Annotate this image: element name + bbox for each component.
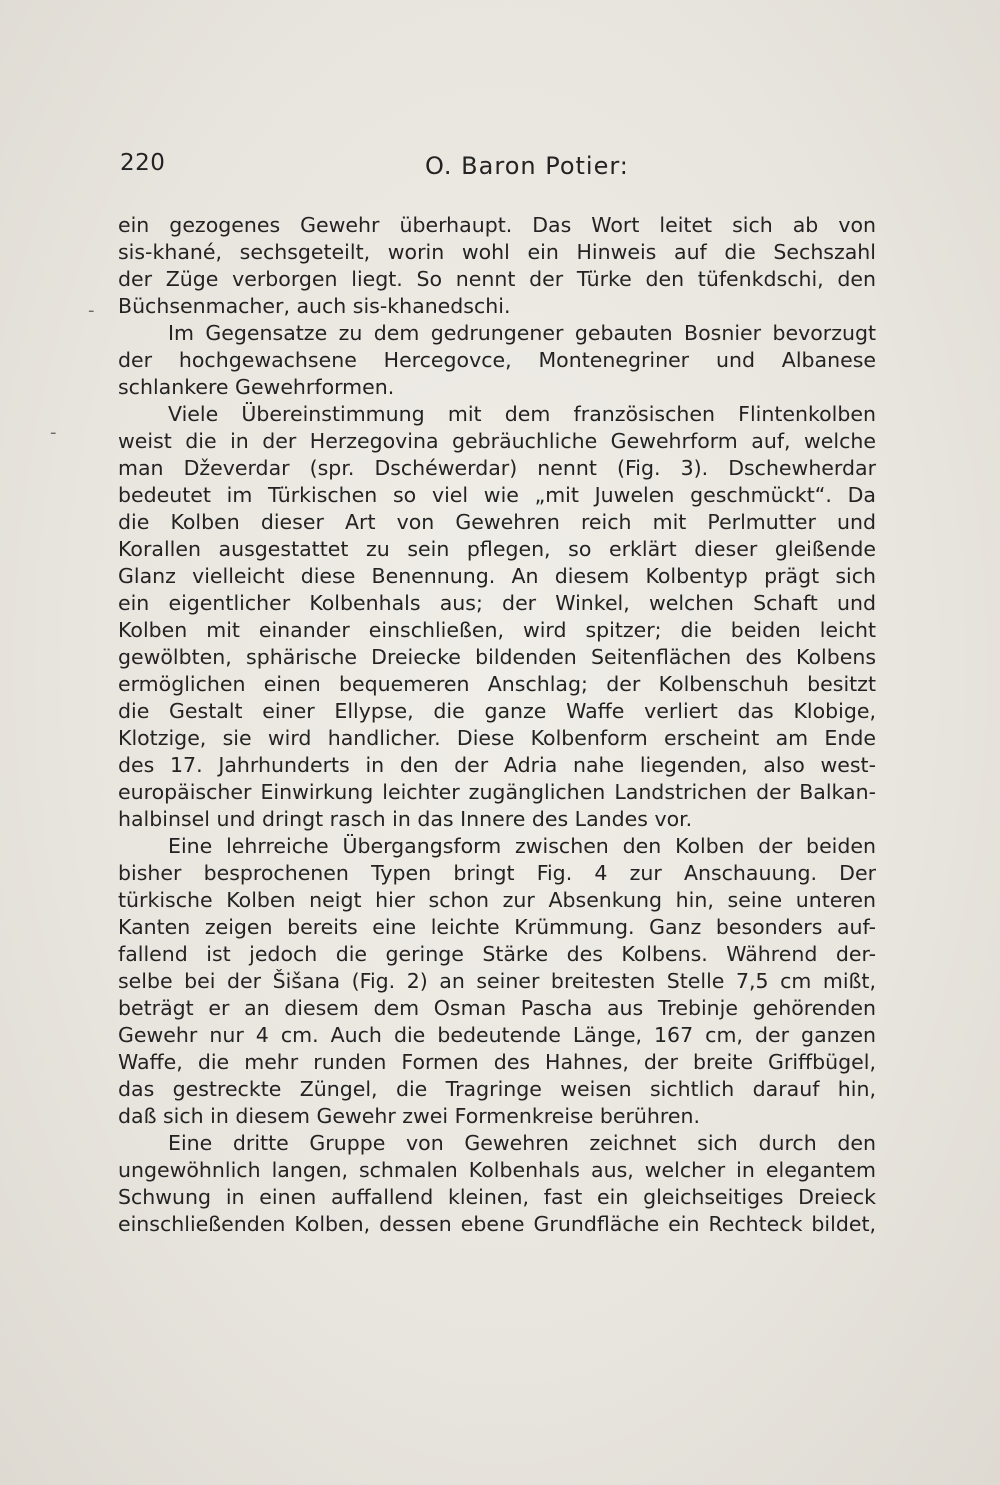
- text-line: selbe bei der Šišana (Fig. 2) an seiner breitesten Stelle 7,5 cm mißt,: [118, 969, 876, 993]
- text-line: der hochgewachsene Hercegovce, Montenegriner und Albanese: [118, 348, 876, 372]
- text-line: die Gestalt einer Ellypse, die ganze Waffe verliert das Klobige,: [118, 699, 876, 723]
- text-line: das gestreckte Züngel, die Tragringe weisen sichtlich darauf hin,: [118, 1077, 876, 1101]
- text-line: europäischer Einwirkung leichter zugänglichen Landstrichen der Balkan-: [118, 780, 876, 804]
- text-line: bisher besprochenen Typen bringt Fig. 4 zur Anschauung. Der: [118, 861, 876, 885]
- text-line: Korallen ausgestattet zu sein pflegen, so erklärt dieser gleißende: [118, 537, 876, 561]
- text-line: man Dževerdar (spr. Dschéwerdar) nennt (Fig. 3). Dschewherdar: [118, 456, 876, 480]
- text-line: Gewehr nur 4 cm. Auch die bedeutende Länge, 167 cm, der ganzen: [118, 1023, 876, 1047]
- text-line: Büchsenmacher, auch sis-khanedschi.: [118, 294, 511, 318]
- text-line: türkische Kolben neigt hier schon zur Absenkung hin, seine unteren: [118, 888, 876, 912]
- text-line: ein gezogenes Gewehr überhaupt. Das Wort leitet sich ab von: [118, 213, 876, 237]
- text-line: schlankere Gewehrformen.: [118, 375, 395, 399]
- text-line: einschließenden Kolben, dessen ebene Grundfläche ein Rechteck bildet,: [118, 1212, 876, 1236]
- text-line: Klotzige, sie wird handlicher. Diese Kolbenform erscheint am Ende: [118, 726, 876, 750]
- text-line: Eine lehrreiche Übergangsform zwischen den Kolben der beiden: [168, 834, 876, 858]
- text-line: Kanten zeigen bereits eine leichte Krümmung. Ganz besonders auf-: [118, 915, 876, 939]
- body-text: [118, 212, 876, 1238]
- text-line: weist die in der Herzegovina gebräuchliche Gewehrform auf, welche: [118, 429, 876, 453]
- text-line: fallend ist jedoch die geringe Stärke des Kolbens. Während der-: [118, 942, 876, 966]
- text-line: die Kolben dieser Art von Gewehren reich mit Perlmutter und: [118, 510, 876, 534]
- text-line: Im Gegensatze zu dem gedrungener gebauten Bosnier bevorzugt: [168, 321, 876, 345]
- text-line: Eine dritte Gruppe von Gewehren zeichnet sich durch den: [168, 1131, 876, 1155]
- margin-mark: -: [88, 300, 95, 321]
- text-line: gewölbten, sphärische Dreiecke bildenden Seitenflächen des Kolbens: [118, 645, 876, 669]
- text-line: Schwung in einen auffallend kleinen, fast ein gleichseitiges Dreieck: [118, 1185, 876, 1209]
- text-line: beträgt er an diesem dem Osman Pascha aus Trebinje gehörenden: [118, 996, 876, 1020]
- margin-mark: -: [50, 422, 57, 443]
- text-line: daß sich in diesem Gewehr zwei Formenkreise berühren.: [118, 1104, 700, 1128]
- text-line: sis-khané, sechsgeteilt, worin wohl ein Hinweis auf die Sechszahl: [118, 240, 876, 264]
- text-line: Viele Übereinstimmung mit dem französischen Flintenkolben: [168, 402, 876, 426]
- text-line: ein eigentlicher Kolbenhals aus; der Winkel, welchen Schaft und: [118, 591, 876, 615]
- text-line: ungewöhnlich langen, schmalen Kolbenhals aus, welcher in elegantem: [118, 1158, 876, 1182]
- text-line: Kolben mit einander einschließen, wird spitzer; die beiden leicht: [118, 618, 876, 642]
- page-number: 220: [120, 150, 166, 176]
- text-line: bedeutet im Türkischen so viel wie „mit Juwelen geschmückt“. Da: [118, 483, 876, 507]
- running-head: O. Baron Potier:: [425, 152, 629, 180]
- text-line: halbinsel und dringt rasch in das Innere des Landes vor.: [118, 807, 693, 831]
- text-line: Waffe, die mehr runden Formen des Hahnes, der breite Griffbügel,: [118, 1050, 876, 1074]
- text-line: ermöglichen einen bequemeren Anschlag; der Kolbenschuh besitzt: [118, 672, 876, 696]
- text-line: Glanz vielleicht diese Benennung. An diesem Kolbentyp prägt sich: [118, 564, 876, 588]
- text-line: der Züge verborgen liegt. So nennt der Türke den tüfenkdschi, den: [118, 267, 876, 291]
- text-line: des 17. Jahrhunderts in den der Adria nahe liegenden, also west-: [118, 753, 876, 777]
